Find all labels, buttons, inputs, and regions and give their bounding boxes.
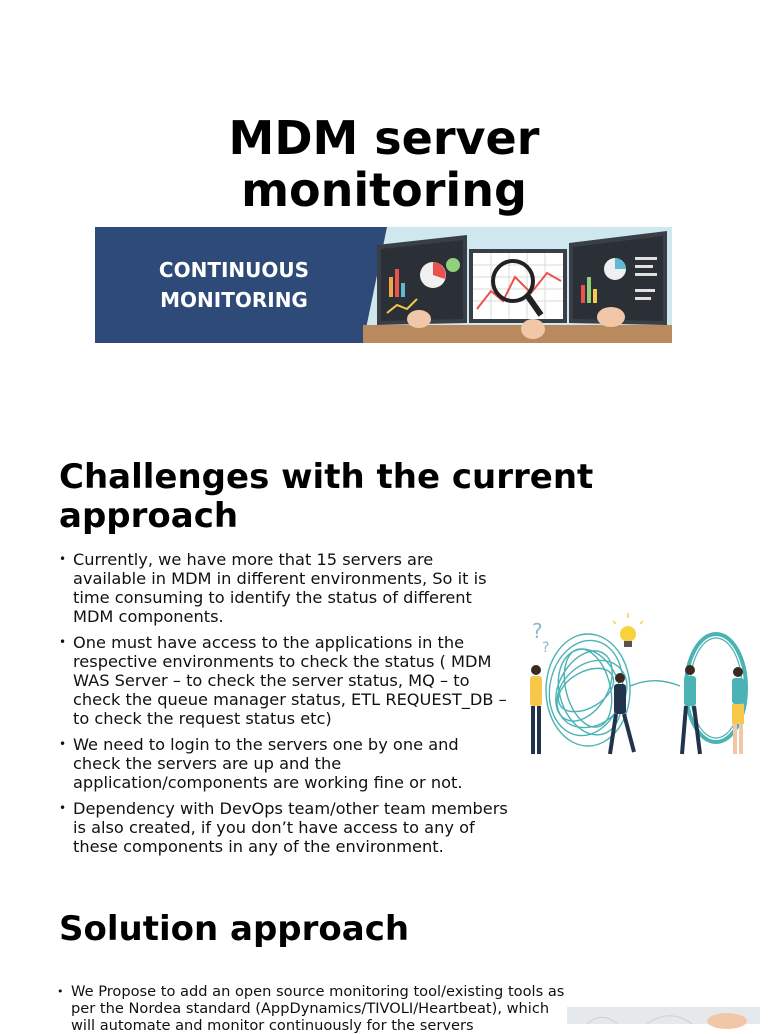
light-bulb-icon: [613, 613, 643, 647]
slide-title: [0, 112, 768, 216]
challenges-list: [59, 550, 509, 867]
continuous-monitoring-banner: [95, 227, 672, 343]
solution-image: [567, 1007, 760, 1024]
svg-text:?: ?: [532, 619, 543, 643]
list-item: • Currently, we have more that 15 servers are available in MDM in different environments, So it is time consuming to identify the status of different MDM components.: [59, 550, 509, 626]
tangled-scribble-icon: [541, 634, 680, 746]
person-right-icon: [682, 665, 700, 754]
banner-line2: MONITORING: [160, 288, 308, 312]
list-item: • One must have access to the applications in the respective environments to check the status ( MDM WAS Server – to check the server status, MQ – to check the queue manager status, ETL REQUEST_DB – to check the request status etc): [59, 633, 509, 728]
person-far-right-icon: [732, 667, 744, 754]
challenges-heading: [59, 458, 659, 536]
slide-title-line1: MDM server: [228, 111, 540, 165]
monitor-right-icon: [569, 231, 667, 327]
list-item: • We Propose to add an open source monitoring tool/existing tools as per the Nordea standard (AppDynamics/TIVOLI/Heartbeat), which will automate and monitor continuously for the servers: [57, 983, 577, 1034]
list-item: • Dependency with DevOps team/other team members is also created, if you don’t have access to any of these components in any of the environment.: [59, 799, 509, 856]
banner-caption: [95, 255, 373, 315]
person-left-icon: [530, 665, 542, 754]
challenges-heading-line2: approach: [59, 496, 239, 536]
monitor-left-icon: [377, 235, 467, 328]
slide-title-line2: monitoring: [241, 163, 527, 217]
banner-line1: CONTINUOUS: [158, 258, 310, 282]
solution-heading: Solution approach: [59, 909, 410, 949]
list-item: • We need to login to the servers one by one and check the servers are up and the application/components are working fine or not.: [59, 735, 509, 792]
challenges-heading-line1: Challenges with the current: [59, 457, 594, 497]
svg-text:?: ?: [542, 640, 550, 656]
complexity-to-simplicity-illustration: [520, 608, 760, 768]
solution-list: [57, 983, 577, 1034]
